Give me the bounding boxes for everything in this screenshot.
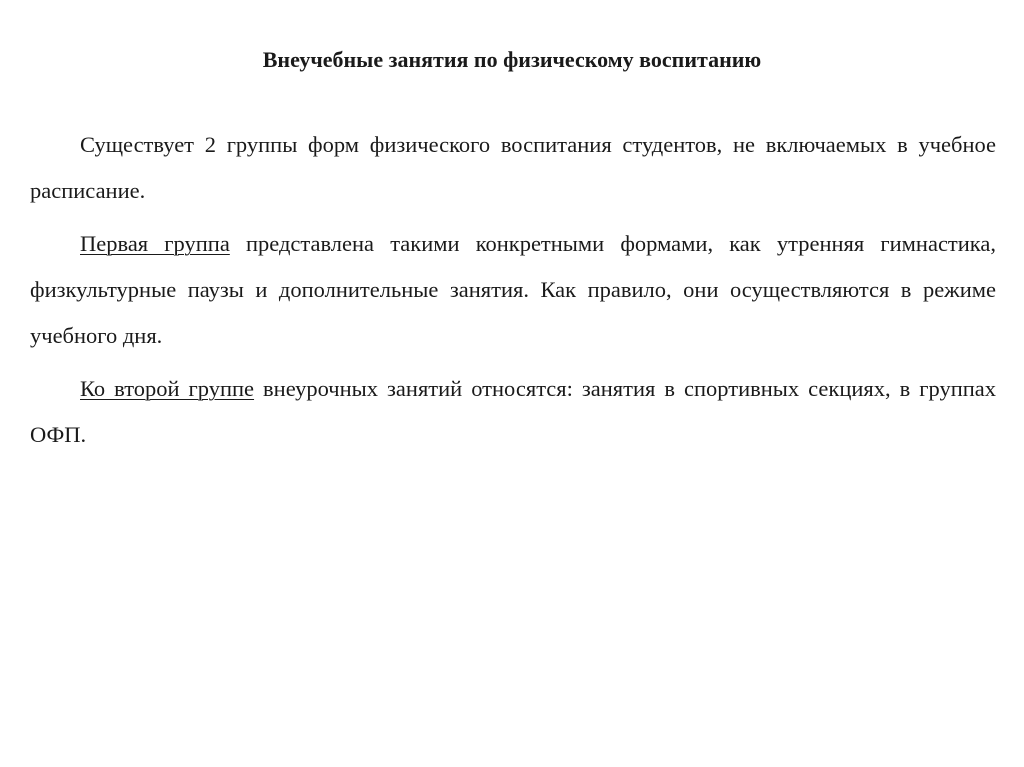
page-title: Внеучебные занятия по физическому воспитанию: [262, 47, 762, 72]
paragraph-second-group: [30, 366, 996, 458]
paragraph-intro-text: Существует 2 группы форм физического воспитания студентов, не включаемых в учебное расписание.: [30, 132, 996, 203]
document-body: [30, 122, 996, 458]
paragraph-first-group-text: представлена такими конкретными формами, как утренняя гимнастика, физкультурные паузы и дополнительные занятия. Как правило, они осуществляются в режиме учебного дня.: [30, 231, 997, 348]
paragraph-intro: [30, 122, 996, 214]
underlined-phrase-first-group: Первая группа: [80, 231, 230, 256]
paragraph-second-group-text: внеурочных занятий относятся: занятия в спортивных секциях, в группах ОФП.: [30, 376, 997, 447]
paragraph-first-group: [30, 221, 996, 359]
underlined-phrase-second-group: Ко второй группе: [80, 376, 255, 401]
